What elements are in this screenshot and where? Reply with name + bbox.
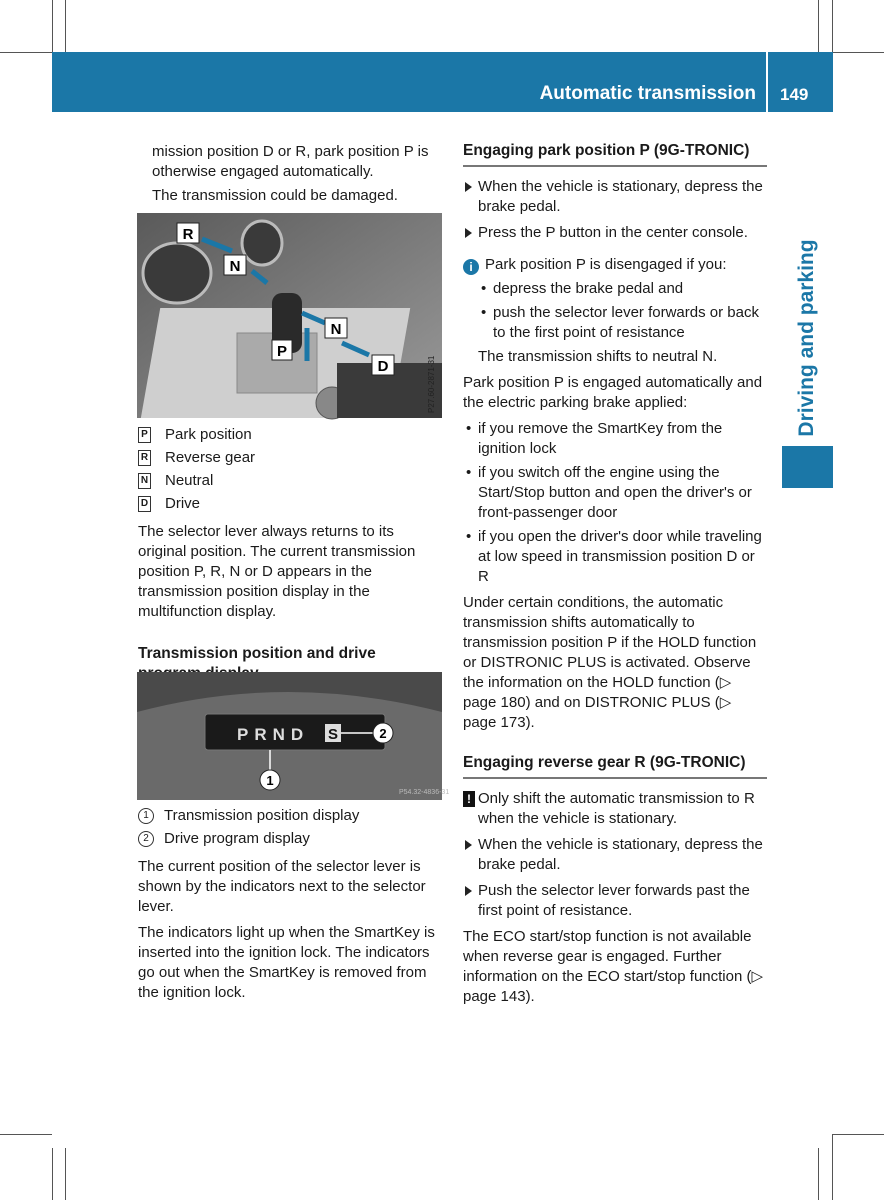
crop-mark: [52, 0, 53, 52]
reverse-heading: Engaging reverse gear R (9G-TRONIC): [463, 753, 767, 779]
park-heading: Engaging park position P (9G-TRONIC): [463, 141, 767, 167]
page-number: 149: [780, 85, 809, 104]
gear-d-icon: D: [138, 496, 151, 512]
legend-item: [138, 448, 442, 468]
crop-mark: [0, 1134, 52, 1135]
bullet-item: • if you switch off the engine using the Start/Stop button and open the driver's or front-passenger door: [463, 463, 767, 523]
step-item: When the vehicle is stationary, depress the brake pedal.: [463, 177, 767, 217]
drive-program-indicator: S: [327, 726, 339, 743]
left-lower-block: [138, 806, 442, 1009]
legend-label: Park position: [165, 426, 252, 443]
crop-mark: [833, 52, 884, 53]
info-list: [463, 279, 767, 367]
section-title: Automatic transmission: [539, 83, 756, 104]
crop-mark: [65, 1148, 66, 1200]
selector-lever-figure: [137, 213, 442, 418]
crop-mark: [65, 0, 66, 52]
gauge-right: [242, 221, 282, 265]
label-r: R: [182, 226, 194, 243]
legend-item: [138, 471, 442, 491]
label-n-lower: N: [330, 321, 342, 338]
crop-mark: [832, 0, 833, 52]
crop-mark: [0, 52, 52, 53]
auto-park-paragraph: Park position P is engaged automatically and the electric parking brake applied:: [463, 374, 763, 411]
crop-mark: [818, 0, 819, 52]
callout-label: Transmission position display: [164, 807, 360, 824]
callout-label: Drive program display: [164, 830, 310, 847]
indicator-paragraph: The current position of the selector lever is shown by the indicators next to the selector lever.: [138, 858, 426, 915]
crop-mark: [833, 1134, 884, 1135]
callout-1: 1: [266, 773, 274, 788]
left-intro: [152, 142, 442, 212]
bullet-item: • if you open the driver's door while traveling at low speed in transmission position D or R: [463, 527, 767, 587]
step-item: Press the P button in the center console.: [463, 223, 767, 243]
transmission-display-figure: [137, 672, 450, 800]
warning-note: [463, 789, 767, 829]
callout-item: [138, 806, 442, 826]
legend-item: [138, 494, 442, 514]
callout-item: [138, 829, 442, 849]
legend-label: Reverse gear: [165, 449, 256, 466]
section-heading: Transmission position and drive: [138, 644, 442, 690]
gear-indicators: PRND: [237, 725, 310, 744]
hold-paragraph: Under certain conditions, the automatic transmission shifts automatically to transmission position P if the HOLD function or DISTRONIC PLUS is activated. Observe the information on the HOLD function (▷ page 180) and on DISTRONIC PLUS (▷ page 173).: [463, 594, 757, 731]
warning-text: Only shift the automatic transmission to R when the vehicle is stationary.: [478, 790, 755, 827]
warning-icon: !: [463, 791, 475, 807]
label-p: P: [276, 343, 288, 360]
gear-n-icon: N: [138, 473, 151, 489]
bullet-item: • depress the brake pedal and: [478, 279, 767, 299]
intro-paragraph: mission position D or R, park position P is otherwise engaged automatically.: [152, 143, 429, 180]
step-item: When the vehicle is stationary, depress the brake pedal.: [463, 835, 767, 875]
label-n-upper: N: [229, 258, 241, 275]
bullet-item: • if you remove the SmartKey from the ignition lock: [463, 419, 767, 459]
callout-number-icon: 2: [138, 831, 154, 847]
info-icon: i: [463, 259, 479, 275]
info-note: [463, 255, 767, 275]
chapter-tab-label: Driving and parking: [795, 239, 818, 437]
left-legend-block: [138, 425, 442, 700]
gear-p-icon: P: [138, 427, 151, 443]
info-intro: Park position P is disengaged if you:: [485, 256, 727, 273]
eco-paragraph: The ECO start/stop function is not available when reverse gear is engaged. Further information on the ECO start/stop function (▷ page 143).: [463, 928, 764, 1005]
crop-mark: [832, 1134, 833, 1200]
label-d: D: [377, 358, 389, 375]
gauge-left: [143, 243, 211, 303]
gear-r-icon: R: [138, 450, 151, 466]
crop-mark: [52, 1148, 53, 1200]
selector-paragraph: The selector lever always returns to its original position. The current transmission position P, R, N or D appears in the transmission position display in the multifunction display.: [138, 523, 416, 620]
callout-2: 2: [379, 726, 387, 741]
info-result: The transmission shifts to neutral N.: [478, 348, 718, 365]
callout-number-icon: 1: [138, 808, 154, 824]
figure-code: P27.60-2871-31: [427, 355, 436, 413]
header-separator: [766, 52, 768, 112]
figure-code: P54.32-4836-31: [399, 789, 450, 796]
step-item: Push the selector lever forwards past the first point of resistance.: [463, 881, 767, 921]
chapter-tab-marker: [782, 446, 833, 488]
legend-label: Drive: [165, 495, 201, 512]
bullet-item: • push the selector lever forwards or back to the first point of resistance: [478, 303, 767, 343]
legend-label: Neutral: [165, 472, 214, 489]
right-column: [463, 141, 767, 1013]
legend-item: [138, 425, 442, 445]
intro-warning-text: The transmission could be damaged.: [152, 187, 398, 204]
crop-mark: [818, 1148, 819, 1200]
smartkey-paragraph: The indicators light up when the SmartKey is inserted into the ignition lock. The indicators go out when the SmartKey is removed from the ignition lock.: [138, 924, 435, 1001]
